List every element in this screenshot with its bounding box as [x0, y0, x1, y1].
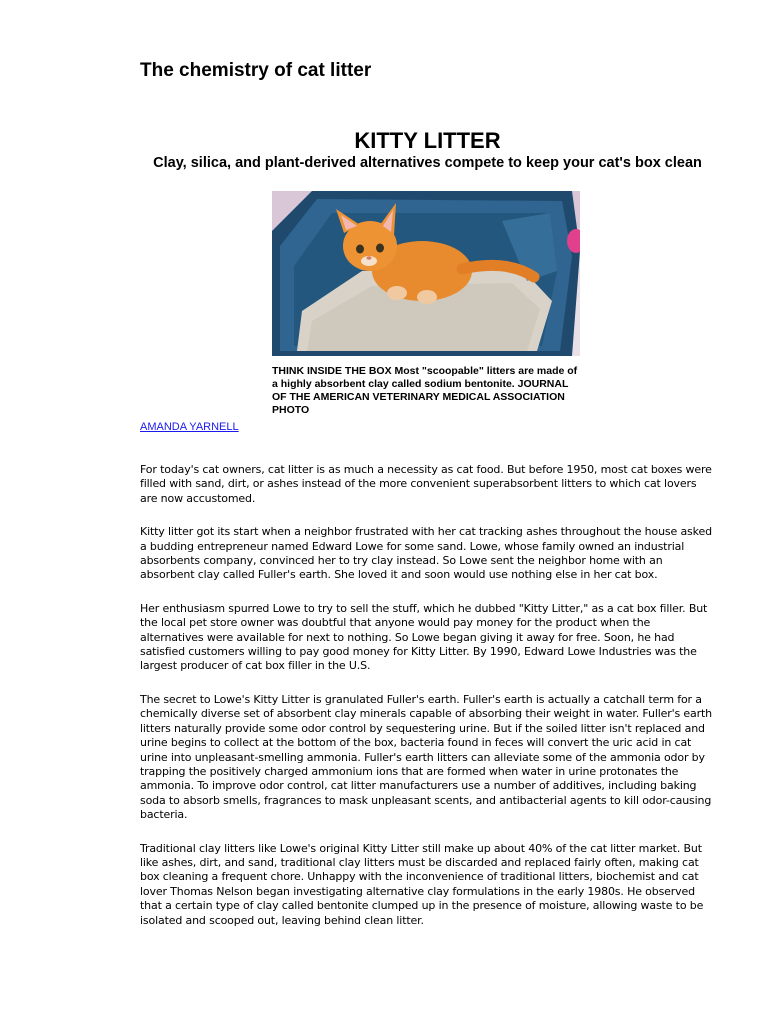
body-paragraph: Kitty litter got its start when a neighbor frustrated with her cat tracking ashes throughout the house asked a budding entrepreneur named Edward Lowe for some sand. Lowe, whose family owned an industrial absorbents company, convinced her to try clay instead. So Lowe sent the neighbor home with an absorbent clay called Fuller's earth. She loved it and soon would use nothing else in her cat box. [140, 525, 712, 582]
article-headline: KITTY LITTER [354, 128, 501, 153]
article-body [140, 463, 715, 947]
kitten-in-litter-box-photo [272, 191, 580, 356]
body-paragraph: Traditional clay litters like Lowe's original Kitty Litter still make up about 40% of the cat litter market. But like ashes, dirt, and sand, traditional clay litters must be discarded and replaced fairly often, making cat box cleaning a frequent chore. Unhappy with the inconvenience of traditional litters, biochemist and cat lover Thomas Nelson began investigating alternative clay formulations in the early 1980s. He observed that a certain type of clay called bentonite clumped up in the presence of moisture, allowing waste to be isolated and scooped out, leaving behind clean litter. [140, 841, 704, 927]
body-paragraph: For today's cat owners, cat litter is as much a necessity as cat food. But before 1950, most cat boxes were filled with sand, dirt, or ashes instead of the more convenient superabsorbent litters to which cat lovers are now accustomed. [140, 463, 712, 505]
author-byline-link[interactable]: AMANDA YARNELL [140, 421, 239, 433]
document-title: The chemistry of cat litter [140, 60, 372, 81]
body-paragraph: The secret to Lowe's Kitty Litter is granulated Fuller's earth. Fuller's earth is actually a catchall term for a chemically diverse set of absorbent clay minerals capable of absorbing their weight in water. Fuller's earth litters naturally provide some odor control by sequestering urine. But if the soiled litter isn't replaced and urine begins to collect at the bottom of the box, bacteria found in feces will convert the uric acid in cat urine into unpleasant-smelling ammonia. Fuller's earth litters can alleviate some of the ammonia odor by trapping the positively charged ammonium ions that are formed when water in urine protonates the ammonia. To improve odor control, cat litter manufacturers use a number of additives, including baking soda to absorb smells, fragrances to mask unpleasant scents, and antibacterial agents to kill odor-causing bacteria. [140, 692, 712, 822]
article-subheadline: Clay, silica, and plant-derived alternatives compete to keep your cat's box clean [153, 155, 702, 171]
photo-caption: THINK INSIDE THE BOX Most "scoopable" litters are made of a highly absorbent clay called sodium bentonite. JOURNAL OF THE AMERICAN VETERINARY MEDICAL ASSOCIATION PHOTO [272, 365, 578, 416]
body-paragraph: Her enthusiasm spurred Lowe to try to sell the stuff, which he dubbed "Kitty Litter," as a cat box filler. But the local pet store owner was doubtful that anyone would pay money for the product when the alternatives were available for next to nothing. So Lowe began giving it away for free. Soon, he had satisfied customers willing to pay good money for Kitty Litter. By 1990, Edward Lowe Industries was the largest producer of cat box filler in the U.S. [140, 601, 708, 673]
